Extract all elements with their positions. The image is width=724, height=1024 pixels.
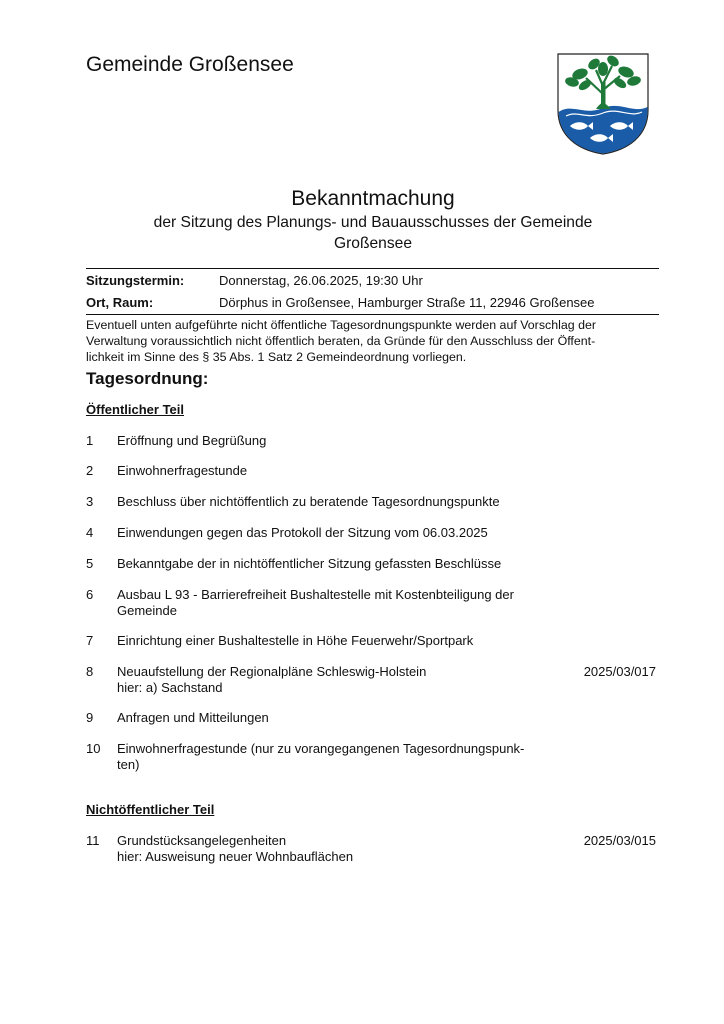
public-section-heading: Öffentlicher Teil — [86, 402, 184, 417]
agenda-item-title: Grundstücksangelegenheiten — [117, 833, 287, 848]
agenda-item-number: 1 — [86, 433, 94, 448]
agenda-item-title: Einwendungen gegen das Protokoll der Sitzung vom 06.03.2025 — [117, 525, 488, 540]
agenda-item-number: 9 — [86, 710, 94, 725]
coat-of-arms-icon — [556, 52, 650, 156]
agenda-item-number: 8 — [86, 664, 94, 679]
municipality-name: Gemeinde Großensee — [86, 53, 294, 76]
meeting-place-label: Ort, Raum: — [86, 295, 154, 310]
meeting-date-value: Donnerstag, 26.06.2025, 19:30 Uhr — [219, 273, 423, 288]
agenda-item-title: Neuaufstellung der Regionalpläne Schleswig-Holstein — [117, 664, 427, 679]
agenda-item-title: Beschluss über nichtöffentlich zu beratende Tagesordnungspunkte — [117, 494, 500, 509]
agenda-item-reference: 2025/03/015 — [583, 833, 656, 848]
document-subtitle-line: der Sitzung des Planungs- und Bauausschusses der Gemeinde — [153, 214, 593, 231]
agenda-item-title: Einwohnerfragestunde (nur zu vorangegangenen Tagesordnungspunk- — [117, 741, 525, 756]
agenda-item-reference: 2025/03/017 — [583, 664, 656, 679]
agenda-item-number: 5 — [86, 556, 94, 571]
agenda-item-title: Eröffnung und Begrüßung — [117, 433, 267, 448]
agenda-item-title: hier: Ausweisung neuer Wohnbauflächen — [117, 849, 354, 864]
agenda-item-number: 3 — [86, 494, 94, 509]
agenda-item-title: Ausbau L 93 - Barrierefreiheit Bushaltestelle mit Kostenbteiligung der — [117, 587, 514, 602]
document-subtitle-line: Großensee — [333, 235, 412, 252]
agenda-item-title: Gemeinde — [117, 603, 177, 618]
agenda-item-title: ten) — [117, 757, 140, 772]
agenda-item-number: 11 — [86, 833, 100, 848]
meeting-place-value: Dörphus in Großensee, Hamburger Straße 11, 22946 Großensee — [219, 295, 595, 310]
divider-bottom — [86, 314, 659, 315]
divider-top — [86, 268, 659, 269]
note-line: Eventuell unten aufgeführte nicht öffentliche Tagesordnungspunkte werden auf Vorschlag der — [86, 318, 596, 332]
note-line: lichkeit im Sinne des § 35 Abs. 1 Satz 2 Gemeindeordnung vorliegen. — [86, 350, 467, 364]
agenda-item-number: 10 — [86, 741, 101, 756]
document-title: Bekanntmachung — [291, 187, 455, 210]
agenda-item-number: 2 — [86, 463, 94, 478]
private-section-heading: Nichtöffentlicher Teil — [86, 802, 215, 817]
agenda-item-number: 6 — [86, 587, 94, 602]
agenda-item-number: 7 — [86, 633, 94, 648]
agenda-item-number: 4 — [86, 525, 94, 540]
agenda-item-title: Einwohnerfragestunde — [117, 463, 248, 478]
agenda-item-title: hier: a) Sachstand — [117, 680, 223, 695]
agenda-item-title: Anfragen und Mitteilungen — [117, 710, 269, 725]
agenda-item-title: Bekanntgabe der in nichtöffentlicher Sitzung gefassten Beschlüsse — [117, 556, 502, 571]
agenda-heading: Tagesordnung: — [86, 369, 209, 388]
title-block — [86, 186, 660, 254]
note-line: Verwaltung voraussichtlich nicht öffentlich beraten, da Gründe für den Ausschluss der Öffent- — [86, 334, 596, 348]
meeting-date-label: Sitzungstermin: — [86, 273, 185, 288]
closure-note — [86, 317, 660, 365]
agenda-item-title: Einrichtung einer Bushaltestelle in Höhe Feuerwehr/Sportpark — [117, 633, 474, 648]
